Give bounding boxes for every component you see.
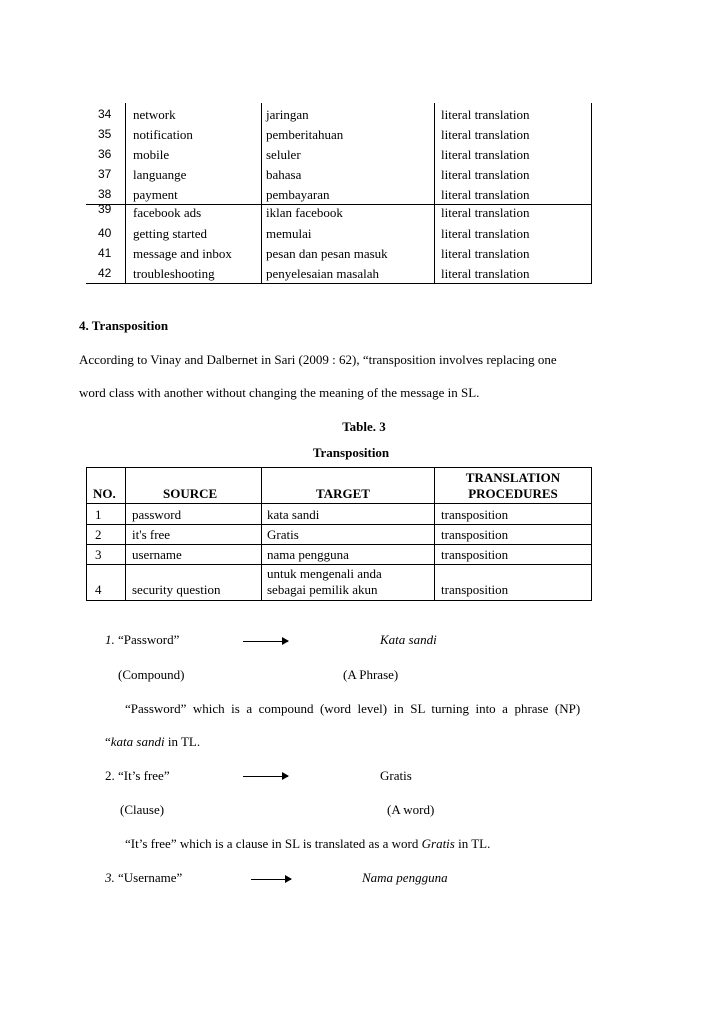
table-divider xyxy=(125,103,126,283)
arrow-right-icon xyxy=(251,879,291,880)
cell-source: mobile xyxy=(133,147,170,162)
table-top-border xyxy=(86,467,592,468)
cell-target: pesan dan pesan masuk xyxy=(266,246,388,261)
cell-target: seluler xyxy=(266,147,301,162)
cell-target: bahasa xyxy=(266,167,302,182)
cell-target: Gratis xyxy=(267,527,299,542)
example-number: 3. xyxy=(105,870,115,885)
cell-source: troubleshooting xyxy=(133,266,215,281)
example-target: Gratis xyxy=(380,768,412,783)
table-divider xyxy=(125,467,126,600)
cell-procedure: literal translation xyxy=(441,127,530,142)
cell-no: 4 xyxy=(95,582,102,597)
cell-target: iklan facebook xyxy=(266,205,343,220)
explanation-tail: in TL. xyxy=(454,836,491,851)
example-number: 1. xyxy=(105,632,115,647)
cell-target: pemberitahuan xyxy=(266,127,344,142)
table-divider xyxy=(261,467,262,600)
header-procedure-line1: TRANSLATION xyxy=(465,470,561,485)
header-procedure-line2: PROCEDURES xyxy=(468,486,558,501)
cell-source: facebook ads xyxy=(133,205,202,220)
table-caption: Table. 3 xyxy=(342,419,386,434)
paragraph-line: word class with another without changing the meaning of the message in SL. xyxy=(79,385,480,400)
cell-procedure: transposition xyxy=(441,582,509,597)
cell-no: 38 xyxy=(98,187,112,201)
table-divider xyxy=(591,467,592,600)
example-line xyxy=(105,632,179,648)
example-number: 2. xyxy=(105,768,115,783)
header-source: SOURCE xyxy=(163,486,218,501)
cell-no: 1 xyxy=(95,507,102,522)
cell-procedure: literal translation xyxy=(441,205,530,220)
cell-no: 35 xyxy=(98,127,112,141)
cell-target: nama pengguna xyxy=(267,547,349,562)
italic-term: kata sandi xyxy=(110,734,165,749)
cell-procedure: literal translation xyxy=(441,147,530,162)
cell-no: 34 xyxy=(98,107,112,121)
example-line xyxy=(105,870,182,886)
cell-no: 3 xyxy=(95,547,102,562)
cell-target: pembayaran xyxy=(266,187,330,202)
cell-target-line1: untuk mengenali anda xyxy=(267,566,382,581)
cell-target: kata sandi xyxy=(267,507,320,522)
header-no: NO. xyxy=(93,486,116,501)
table-divider xyxy=(86,467,87,600)
cell-procedure: literal translation xyxy=(441,187,530,202)
cell-target: penyelesaian masalah xyxy=(266,266,379,281)
example-source-type: (Compound) xyxy=(118,667,185,682)
cell-target: jaringan xyxy=(266,107,309,122)
example-target-type: (A word) xyxy=(387,802,435,817)
table-row-divider xyxy=(86,564,592,565)
cell-source: security question xyxy=(132,582,221,597)
cell-procedure: transposition xyxy=(441,547,509,562)
explanation-head: “It’s free” which is a clause in SL is translated as a word xyxy=(125,836,422,851)
cell-source: username xyxy=(132,547,182,562)
cell-no: 37 xyxy=(98,167,112,181)
cell-no: 2 xyxy=(95,527,102,542)
section-heading: 4. Transposition xyxy=(79,318,169,333)
cell-procedure: transposition xyxy=(441,507,509,522)
cell-procedure: literal translation xyxy=(441,167,530,182)
table-divider xyxy=(261,103,262,283)
arrow-right-icon xyxy=(243,641,288,642)
example-source: “It’s free” xyxy=(118,768,170,783)
arrow-right-icon xyxy=(243,776,288,777)
example-target: Nama pengguna xyxy=(362,870,448,885)
cell-source: notification xyxy=(133,127,193,142)
cell-source: it's free xyxy=(132,527,171,542)
cell-procedure: literal translation xyxy=(441,246,530,261)
table-bottom-border xyxy=(86,283,592,284)
table-bottom-border xyxy=(86,600,592,601)
example-explanation: “Password” which is a compound (word level) in SL turning into a phrase (NP) xyxy=(125,701,581,716)
header-target: TARGET xyxy=(316,486,370,501)
example-source: “Password” xyxy=(118,632,180,647)
table-divider xyxy=(434,103,435,283)
table-row-divider xyxy=(86,524,592,525)
table-title: Transposition xyxy=(312,445,390,460)
cell-no: 36 xyxy=(98,147,112,161)
table-row-divider xyxy=(86,544,592,545)
italic-term: Gratis xyxy=(421,836,455,851)
quote-mark: “ xyxy=(105,734,111,749)
table-divider xyxy=(591,103,592,283)
table-header-border xyxy=(86,503,592,504)
cell-procedure: literal translation xyxy=(441,266,530,281)
paragraph-line: According to Vinay and Dalbernet in Sari (2009 : 62), “transposition involves replacing one xyxy=(79,352,557,367)
cell-procedure: literal translation xyxy=(441,226,530,241)
example-target: Kata sandi xyxy=(380,632,437,647)
cell-target: memulai xyxy=(266,226,312,241)
example-source: “Username” xyxy=(118,870,183,885)
example-line xyxy=(105,768,170,784)
example-explanation-line2 xyxy=(105,734,200,750)
cell-source: payment xyxy=(133,187,178,202)
cell-no: 39 xyxy=(98,202,112,216)
cell-source: getting started xyxy=(133,226,208,241)
cell-source: password xyxy=(132,507,182,522)
example-explanation xyxy=(125,836,490,852)
cell-source: languange xyxy=(133,167,187,182)
example-target-type: (A Phrase) xyxy=(343,667,399,682)
cell-source: message and inbox xyxy=(133,246,232,261)
cell-procedure: transposition xyxy=(441,527,509,542)
explanation-tail: in TL. xyxy=(164,734,201,749)
example-source-type: (Clause) xyxy=(120,802,165,817)
cell-no: 40 xyxy=(98,226,112,240)
cell-no: 42 xyxy=(98,266,112,280)
cell-procedure: literal translation xyxy=(441,107,530,122)
cell-source: network xyxy=(133,107,176,122)
cell-no: 41 xyxy=(98,246,112,260)
cell-target-line2: sebagai pemilik akun xyxy=(267,582,378,597)
